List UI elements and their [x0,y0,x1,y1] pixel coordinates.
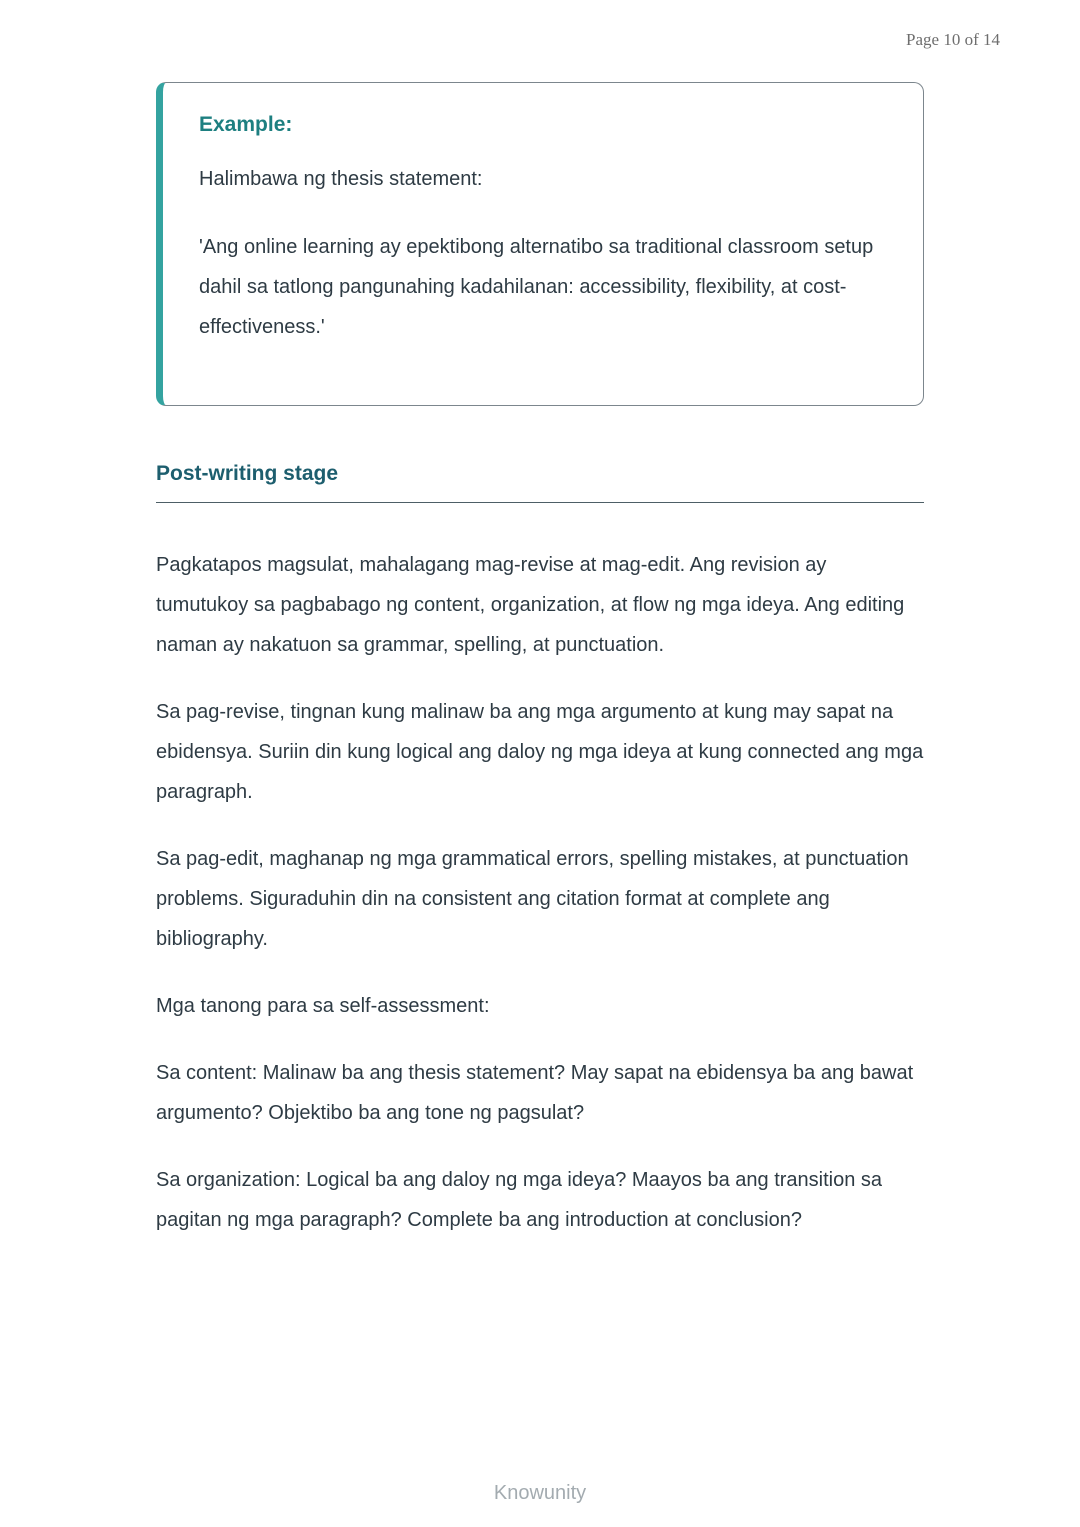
example-box-intro-line: Halimbawa ng thesis statement: [199,168,483,190]
paragraph-self-assessment-intro: Mga tanong para sa self-assessment: [156,995,490,1017]
footer-brand: Knowunity [493,1482,587,1504]
paragraph-sa-content: Sa content: Malinaw ba ang thesis statement? May sapat na ebidensya ba ang bawat argumento? Objektibo ba ang tone ng pagsulat? [156,1062,914,1124]
paragraph-sa-organization: Sa organization: Logical ba ang daloy ng mga ideya? Maayos ba ang transition sa pagitan ng mga paragraph? Complete ba ang introduction at conclusion? [156,1169,883,1231]
paragraph-pag-edit: Sa pag-edit, maghanap ng mga grammatical errors, spelling mistakes, at punctuation problems. Siguraduhin din na consistent ang citation format at complete ang bibliography. [156,848,909,950]
paragraph-revision-overview: Pagkatapos magsulat, mahalagang mag-revise at mag-edit. Ang revision ay tumutukoy sa pagbabago ng content, organization, at flow ng mga ideya. Ang editing naman ay nakatuon sa grammar, spelling, at punctuation. [156,554,905,656]
example-box-title: Example: [199,113,293,136]
paragraph-pag-revise: Sa pag-revise, tingnan kung malinaw ba ang mga argumento at kung may sapat na ebidensya. Suriin din kung logical ang daloy ng mga ideya at kung connected ang mga paragraph. [156,701,924,803]
section-body [156,545,924,1240]
example-box-quote: 'Ang online learning ay epektibong alternatibo sa traditional classroom setup dahil sa tatlong pangunahing kadahilanan: accessibility, flexibility, at cost-effectiveness.' [199,236,874,338]
section-heading-post-writing-stage: Post-writing stage [156,462,924,503]
document-content [156,0,924,1240]
page-indicator: Page 10 of 14 [906,30,1000,49]
example-callout-box [156,82,924,406]
